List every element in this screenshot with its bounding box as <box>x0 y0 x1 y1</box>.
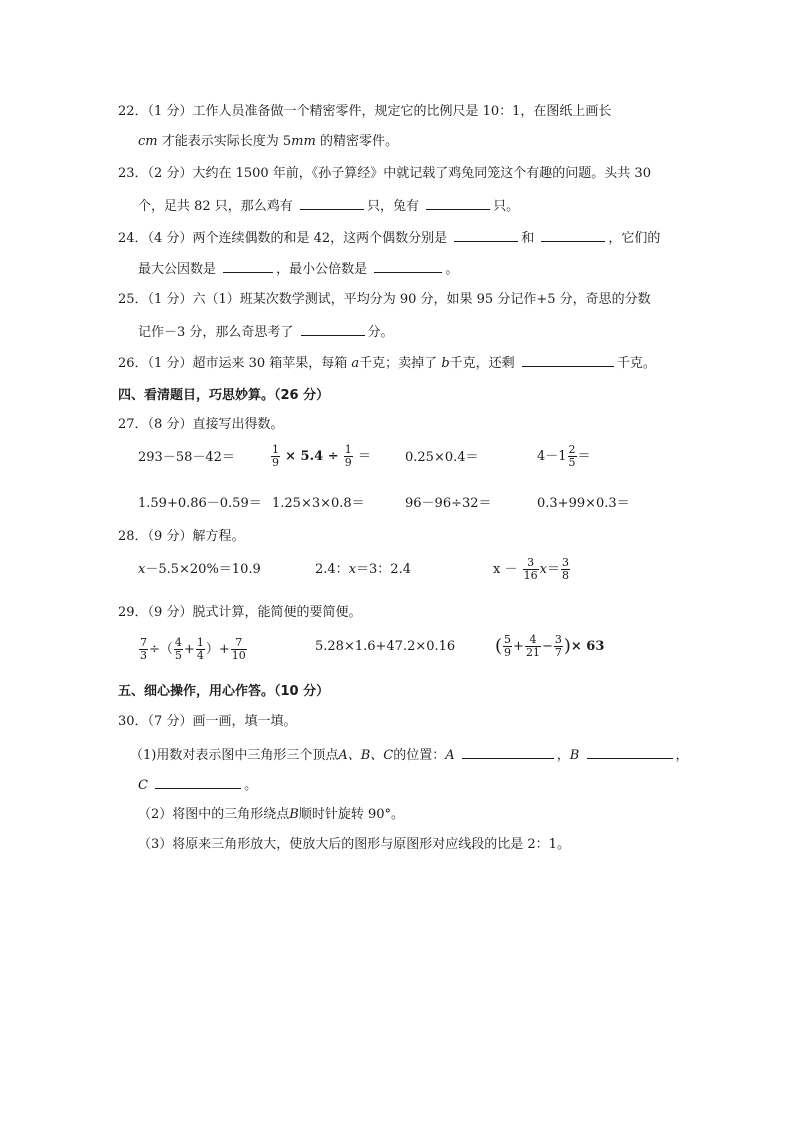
fraction-denominator: 21 <box>525 646 540 659</box>
q27-title: 27．（8 分）直接写出得数。 <box>118 417 284 432</box>
q24-blank-even1[interactable] <box>454 227 518 242</box>
q27-item-4 <box>537 444 591 469</box>
fraction-numerator: 3 <box>523 557 539 570</box>
q25-text: 25．（1 分）六（1）班某次数学测试，平均分为 90 分，如果 95 分记作+5 分，奇思的分数 <box>118 292 651 307</box>
q27-item-2-mid: × 5.4 ÷ <box>285 449 339 464</box>
fraction-numerator: 5 <box>504 633 512 646</box>
q27-item-6: 1.25×3×0.8＝ <box>272 496 365 511</box>
q28-e3-var: x <box>539 562 547 577</box>
q30-p2-a: （2）将图中的三角形绕点 <box>138 807 290 822</box>
q26-line <box>118 352 656 374</box>
fraction-numerator: 7 <box>140 636 147 649</box>
q27-item-2 <box>270 444 371 469</box>
fraction-denominator: 9 <box>344 456 352 469</box>
q29-title: 29．（9 分）脱式计算，能简便的要简便。 <box>118 605 362 620</box>
q22-text-c: 的精密零件。 <box>315 134 398 149</box>
q30-p1-b: 的位置： <box>393 748 446 763</box>
q27-fraction <box>271 444 280 469</box>
q29-c-op1: + <box>513 639 524 654</box>
q27-item-4-a: 4－1 <box>537 449 567 464</box>
fraction-denominator: 9 <box>504 646 512 659</box>
q30-p1-end: 。 <box>244 778 258 793</box>
q25-blank-score[interactable] <box>301 321 365 336</box>
q28-title: 28．（9 分）解方程。 <box>118 529 245 544</box>
q24-text-f: 。 <box>445 262 459 277</box>
q27-item-1: 293－58－42＝ <box>138 450 235 465</box>
q30-blank-B[interactable] <box>587 744 673 759</box>
q26-text-a: 26．（1 分）超市运来 30 箱苹果，每箱 <box>118 356 348 371</box>
q30-p1-vars: A、B、C <box>338 748 394 763</box>
fraction-denominator: 4 <box>196 649 204 662</box>
q29-expression-2: 5.28×1.6+47.2×0.16 <box>315 639 456 654</box>
q27-item-4-end: ＝ <box>577 449 591 464</box>
q30-blank-A[interactable] <box>462 744 554 759</box>
q28-e2-b: ＝3：2.4 <box>356 562 411 577</box>
q24-line2 <box>138 258 458 280</box>
fraction-denominator: 10 <box>231 649 246 662</box>
q30-p1-sep2: ， <box>675 748 689 763</box>
section-4-heading: 四、看清题目，巧思妙算。（26 分） <box>118 388 330 403</box>
q27-fraction <box>568 444 577 469</box>
q29-fraction <box>503 634 512 659</box>
q27-item-8: 0.3+99×0.3＝ <box>537 496 630 511</box>
q23-text-c: 只。 <box>493 199 520 214</box>
fraction-denominator: 16 <box>523 569 538 582</box>
q30-part1-line1 <box>130 744 689 766</box>
q23-blank-chicken[interactable] <box>300 195 364 210</box>
q28-e2-a: 2.4： <box>315 562 349 577</box>
q24-text-e: ，最小公倍数是 <box>276 262 368 277</box>
q25-text-b: 分。 <box>367 325 394 340</box>
q24-line1 <box>118 227 660 249</box>
q27-item-2-end: ＝ <box>357 449 371 464</box>
q30-p1-sep: ， <box>556 748 570 763</box>
q26-var-b: b <box>441 356 450 371</box>
q30-part1-line2 <box>138 774 257 796</box>
q24-text-a: 24．（4 分）两个连续偶数的和是 42，这两个偶数分别是 <box>118 231 448 246</box>
q29-fraction <box>525 634 541 659</box>
q29-expression-3 <box>495 634 604 659</box>
q29-fraction <box>231 637 247 662</box>
q30-p1-A: A <box>445 748 455 763</box>
q26-text-c: 千克，还剩 <box>449 356 515 371</box>
q29-c-open: ( <box>495 635 503 657</box>
q28-equation-1 <box>138 560 261 580</box>
fraction-denominator: 5 <box>174 649 182 662</box>
q23-text: 23．（2 分）大约在 1500 年前，《孙子算经》中就记载了鸡兔同笼这个有趣的问题。头共 30 <box>118 166 651 181</box>
q26-var-a: a <box>351 356 360 371</box>
q30-p1-B: B <box>569 748 580 763</box>
q30-p2-b: 顺时针旋转 90°。 <box>298 807 405 822</box>
q22-line1 <box>118 102 611 122</box>
q29-expression-1 <box>138 637 248 662</box>
q28-fraction <box>561 557 570 582</box>
q26-text-d: 千克。 <box>616 356 656 371</box>
q24-blank-even2[interactable] <box>541 227 605 242</box>
section-5-heading: 五、细心操作，用心作答。（10 分） <box>118 684 330 699</box>
q24-blank-lcm[interactable] <box>374 258 442 273</box>
fraction-denominator: 5 <box>568 456 576 469</box>
q24-blank-gcd[interactable] <box>223 258 273 273</box>
q23-text-b: 只，兔有 <box>366 199 419 214</box>
q28-equation-3 <box>493 557 571 582</box>
q28-e1-rest: －5.5×20%＝10.9 <box>145 562 261 577</box>
fraction-denominator: 3 <box>140 649 147 662</box>
q28-e1-var: x <box>138 562 146 577</box>
q27-item-3: 0.25×0.4＝ <box>405 450 479 465</box>
fraction-numerator: 4 <box>525 634 541 647</box>
q30-blank-C[interactable] <box>155 774 241 789</box>
fraction-denominator: 9 <box>272 456 279 469</box>
q22-text: 22．（1 分）工作人员准备做一个精密零件，规定它的比例尺是 10：1，在图纸上画长 <box>118 104 612 119</box>
q29-a-op2: + <box>183 642 195 657</box>
q25-line2 <box>138 321 394 343</box>
q27-item-7: 96－96÷32＝ <box>405 496 492 511</box>
q30-title: 30．（7 分）画一画，填一填。 <box>118 714 297 729</box>
fraction-numerator: 1 <box>272 443 279 456</box>
q29-fraction <box>196 637 205 662</box>
q29-fraction <box>174 637 183 662</box>
q28-e2-var: x <box>348 562 357 577</box>
fraction-numerator: 1 <box>196 636 204 649</box>
fraction-numerator: 3 <box>561 556 569 569</box>
q28-e3-eq: ＝ <box>546 562 560 577</box>
q22-cm-unit: cm <box>138 134 158 149</box>
q27-item-5: 1.59+0.86－0.59＝ <box>138 496 262 511</box>
fraction-numerator: 7 <box>231 637 247 650</box>
q29-a-op1: ÷（ <box>149 642 173 657</box>
q28-fraction <box>523 557 539 582</box>
q25-text-a: 记作－3 分，那么奇思考了 <box>138 325 294 340</box>
q29-c-end: × 63 <box>570 639 605 654</box>
q30-part3: （3）将原来三角形放大，使放大后的图形与原图形对应线段的比是 2：1。 <box>138 837 570 852</box>
q27-fraction <box>344 444 353 469</box>
q22-line2 <box>138 132 398 152</box>
q23-blank-rabbit[interactable] <box>426 195 490 210</box>
q24-text-d: 最大公因数是 <box>138 262 217 277</box>
q22-text-b: 才能表示实际长度为 5 <box>157 134 292 149</box>
fraction-numerator: 1 <box>344 443 352 456</box>
q29-fraction <box>139 637 148 662</box>
q25-line1 <box>118 290 651 310</box>
fraction-numerator: 2 <box>568 443 576 456</box>
q29-c-close: ) <box>563 635 571 657</box>
q30-p1-a: （1)用数对表示图中三角形三个顶点 <box>130 748 339 763</box>
q24-text-b: 和 <box>521 231 535 246</box>
fraction-denominator: 7 <box>554 646 562 659</box>
fraction-numerator: 3 <box>554 633 562 646</box>
q26-text-b: 千克；卖掉了 <box>359 356 438 371</box>
q30-p2-B: B <box>289 807 299 822</box>
q22-mm-unit: mm <box>291 134 316 149</box>
q30-p1-C: C <box>138 778 148 793</box>
q23-text-a: 个，足共 82 只，那么鸡有 <box>138 199 293 214</box>
q28-e3-a: x － <box>493 562 518 577</box>
q29-a-op3: ）+ <box>205 642 230 657</box>
q29-fraction <box>554 634 563 659</box>
fraction-numerator: 4 <box>174 636 182 649</box>
q26-blank-remaining[interactable] <box>522 352 614 367</box>
q29-c-op2: − <box>541 639 553 654</box>
q23-line2 <box>138 195 519 217</box>
q24-text-c: ，它们的 <box>608 231 661 246</box>
q23-line1 <box>118 164 651 184</box>
fraction-denominator: 8 <box>561 569 569 582</box>
q30-part2 <box>138 805 404 825</box>
q28-equation-2 <box>315 560 411 580</box>
